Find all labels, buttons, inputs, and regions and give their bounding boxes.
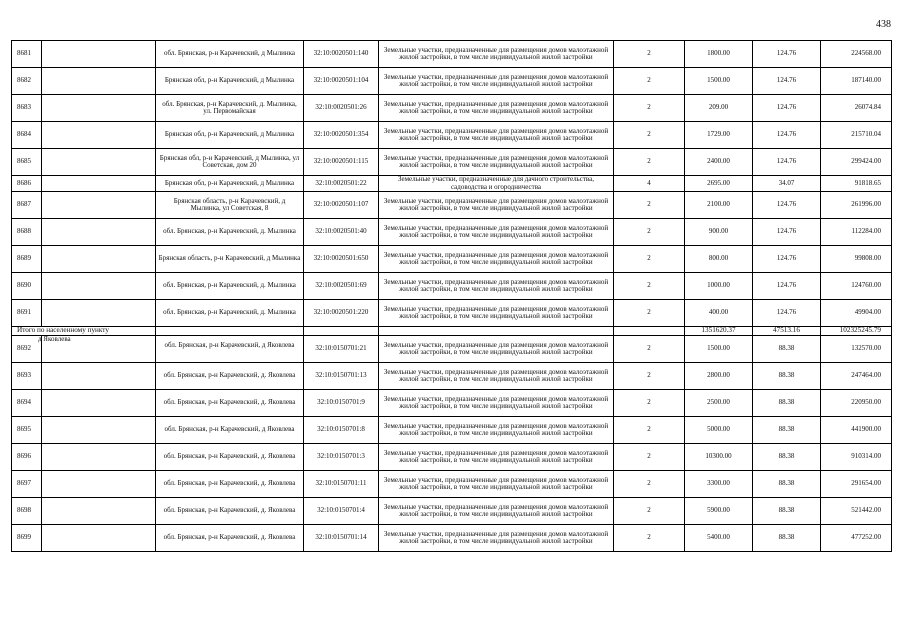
row-empty [42, 273, 156, 300]
row-rate: 124.76 [753, 246, 821, 273]
row-number: 8684 [12, 122, 42, 149]
row-area: 2695.00 [685, 176, 753, 192]
row-cadastral-value: 261996.00 [821, 192, 892, 219]
row-rate: 88.38 [753, 498, 821, 525]
row-category: 2 [614, 363, 685, 390]
row-number: 8694 [12, 390, 42, 417]
row-land-use: Земельные участки, предназначенные для дачного строительства, садоводства и огородничества [379, 176, 614, 192]
row-number: 8692 [12, 336, 42, 363]
row-rate: 124.76 [753, 95, 821, 122]
row-address-text: обл. Брянская, р-н Карачевский, д Яковлева [164, 341, 295, 349]
row-empty [42, 149, 156, 176]
row-category: 4 [614, 176, 685, 192]
row-cadastral-number: 32:10:0150701:14 [304, 525, 379, 552]
row-cadastral-number: 32:10:0020501:69 [304, 273, 379, 300]
row-number: 8697 [12, 471, 42, 498]
row-category: 2 [614, 219, 685, 246]
table-row [12, 95, 892, 122]
row-cadastral-value: 291654.00 [821, 471, 892, 498]
row-address: обл. Брянская, р-н Карачевский, д. Яковлева [156, 471, 304, 498]
row-cadastral-value: 49904.00 [821, 300, 892, 327]
row-number: 8686 [12, 176, 42, 192]
row-area: 900.00 [685, 219, 753, 246]
row-land-use: Земельные участки, предназначенные для размещения домов малоэтажной жилой застройки, в том числе индивидуальной жилой застройки [379, 300, 614, 327]
row-land-use: Земельные участки, предназначенные для размещения домов малоэтажной жилой застройки, в том числе индивидуальной жилой застройки [379, 471, 614, 498]
row-area: 1500.00 [685, 68, 753, 95]
row-area: 5000.00 [685, 417, 753, 444]
row-area: 1729.00 [685, 122, 753, 149]
table-row [12, 68, 892, 95]
row-address: Брянская обл, р-н Карачевский, д Мылинка [156, 122, 304, 149]
row-area: 2500.00 [685, 390, 753, 417]
row-rate: 124.76 [753, 68, 821, 95]
row-cadastral-number: 32:10:0020501:22 [304, 176, 379, 192]
row-cadastral-number: 32:10:0020501:650 [304, 246, 379, 273]
row-category: 2 [614, 192, 685, 219]
total-area: 1351620.37 [685, 327, 753, 336]
row-empty [42, 246, 156, 273]
table-row [12, 390, 892, 417]
row-cadastral-number: 32:10:0150701:13 [304, 363, 379, 390]
row-number: 8685 [12, 149, 42, 176]
row-number: 8693 [12, 363, 42, 390]
table-body-total [12, 327, 892, 336]
total-label: Итого по населенному пункту [12, 327, 156, 336]
row-category: 2 [614, 273, 685, 300]
table-row [12, 122, 892, 149]
row-number: 8698 [12, 498, 42, 525]
row-land-use: Земельные участки, предназначенные для размещения домов малоэтажной жилой застройки, в том числе индивидуальной жилой застройки [379, 68, 614, 95]
row-cadastral-value: 124760.00 [821, 273, 892, 300]
row-address: обл. Брянская, р-н Карачевский, д. Яковлева [156, 390, 304, 417]
row-category: 2 [614, 417, 685, 444]
row-category: 2 [614, 300, 685, 327]
row-category: 2 [614, 95, 685, 122]
table-body-mylinka [12, 41, 892, 327]
table-row [12, 219, 892, 246]
row-category: 2 [614, 471, 685, 498]
row-address: обл. Брянская, р-н Карачевский, д. Мылинка [156, 219, 304, 246]
row-land-use: Земельные участки, предназначенные для размещения домов малоэтажной жилой застройки, в том числе индивидуальной жилой застройки [379, 219, 614, 246]
row-area: 800.00 [685, 246, 753, 273]
row-land-use: Земельные участки, предназначенные для размещения домов малоэтажной жилой застройки, в том числе индивидуальной жилой застройки [379, 390, 614, 417]
row-empty [42, 41, 156, 68]
table-row [12, 498, 892, 525]
row-number: 8683 [12, 95, 42, 122]
row-rate: 124.76 [753, 149, 821, 176]
row-area: 400.00 [685, 300, 753, 327]
row-rate: 88.38 [753, 390, 821, 417]
row-number: 8695 [12, 417, 42, 444]
row-address: Брянская область, р-н Карачевский, д Мылинка, ул Советская, 8 [156, 192, 304, 219]
row-cadastral-value: 112284.00 [821, 219, 892, 246]
row-empty [42, 192, 156, 219]
table-row [12, 336, 892, 363]
row-empty [42, 471, 156, 498]
table-row [12, 246, 892, 273]
row-address: обл. Брянская, р-н Карачевский, д. Мылинка, ул. Первомайская [156, 95, 304, 122]
row-cadastral-number: 32:10:0020501:115 [304, 149, 379, 176]
row-land-use: Земельные участки, предназначенные для размещения домов малоэтажной жилой застройки, в том числе индивидуальной жилой застройки [379, 525, 614, 552]
locality-label: д Яковлева [38, 335, 71, 343]
row-address: обл. Брянская, р-н Карачевский, д. Яковлева [156, 444, 304, 471]
row-empty [42, 95, 156, 122]
table-row [12, 471, 892, 498]
row-rate: 88.38 [753, 444, 821, 471]
row-number: 8688 [12, 219, 42, 246]
row-rate: 88.38 [753, 471, 821, 498]
table-row [12, 417, 892, 444]
table-row [12, 176, 892, 192]
row-empty [42, 417, 156, 444]
row-cadastral-number: 32:10:0150701:8 [304, 417, 379, 444]
row-category: 2 [614, 68, 685, 95]
row-cadastral-number: 32:10:0150701:9 [304, 390, 379, 417]
row-cadastral-value: 247464.00 [821, 363, 892, 390]
row-category: 2 [614, 444, 685, 471]
row-area: 2800.00 [685, 363, 753, 390]
row-category: 2 [614, 41, 685, 68]
row-address: обл. Брянская, р-н Карачевский, д. Мылинка [156, 273, 304, 300]
row-rate: 124.76 [753, 192, 821, 219]
row-cadastral-value: 187140.00 [821, 68, 892, 95]
row-category: 2 [614, 246, 685, 273]
row-empty [42, 525, 156, 552]
row-cadastral-number: 32:10:0020501:104 [304, 68, 379, 95]
row-cadastral-number: 32:10:0150701:11 [304, 471, 379, 498]
table-row [12, 363, 892, 390]
row-category: 2 [614, 498, 685, 525]
row-rate: 88.38 [753, 363, 821, 390]
row-category: 2 [614, 390, 685, 417]
row-rate: 124.76 [753, 122, 821, 149]
row-cadastral-value: 99808.00 [821, 246, 892, 273]
row-cadastral-number: 32:10:0020501:40 [304, 219, 379, 246]
table-row [12, 525, 892, 552]
row-area: 5400.00 [685, 525, 753, 552]
row-land-use: Земельные участки, предназначенные для размещения домов малоэтажной жилой застройки, в том числе индивидуальной жилой застройки [379, 41, 614, 68]
row-empty [42, 219, 156, 246]
table-row [12, 300, 892, 327]
row-address: Брянская обл, р-н Карачевский, д Мылинка, ул Советская, дом 20 [156, 149, 304, 176]
row-land-use: Земельные участки, предназначенные для размещения домов малоэтажной жилой застройки, в том числе индивидуальной жилой застройки [379, 122, 614, 149]
table-row [12, 192, 892, 219]
total-rate: 47513.16 [753, 327, 821, 336]
row-category: 2 [614, 122, 685, 149]
row-rate: 88.38 [753, 336, 821, 363]
row-land-use: Земельные участки, предназначенные для размещения домов малоэтажной жилой застройки, в том числе индивидуальной жилой застройки [379, 273, 614, 300]
row-rate: 88.38 [753, 417, 821, 444]
row-cadastral-number: 32:10:0020501:140 [304, 41, 379, 68]
total-value: 102325245.79 [821, 327, 892, 336]
row-cadastral-value: 477252.00 [821, 525, 892, 552]
row-rate: 124.76 [753, 41, 821, 68]
row-area: 2100.00 [685, 192, 753, 219]
table-row [12, 41, 892, 68]
table-row [12, 149, 892, 176]
row-address: обл. Брянская, р-н Карачевский, д. Яковлева [156, 498, 304, 525]
row-land-use: Земельные участки, предназначенные для размещения домов малоэтажной жилой застройки, в том числе индивидуальной жилой застройки [379, 246, 614, 273]
row-number: 8681 [12, 41, 42, 68]
row-number: 8689 [12, 246, 42, 273]
row-cadastral-value: 441900.00 [821, 417, 892, 444]
row-address: обл. Брянская, р-н Карачевский, д. Яковлева [156, 363, 304, 390]
row-land-use: Земельные участки, предназначенные для размещения домов малоэтажной жилой застройки, в том числе индивидуальной жилой застройки [379, 417, 614, 444]
row-empty [42, 300, 156, 327]
row-cadastral-value: 521442.00 [821, 498, 892, 525]
row-empty [42, 363, 156, 390]
row-number: 8696 [12, 444, 42, 471]
row-cadastral-number: 32:10:0150701:21 [304, 336, 379, 363]
row-rate: 124.76 [753, 300, 821, 327]
row-area: 1800.00 [685, 41, 753, 68]
row-address: Брянская область, р-н Карачевский, д Мылинка [156, 246, 304, 273]
row-rate: 88.38 [753, 525, 821, 552]
row-empty [42, 444, 156, 471]
row-cadastral-value: 910314.00 [821, 444, 892, 471]
row-address: обл. Брянская, р-н Карачевский, д. Яковлева [156, 525, 304, 552]
row-area: 1000.00 [685, 273, 753, 300]
row-cadastral-number: 32:10:0020501:26 [304, 95, 379, 122]
row-area: 5900.00 [685, 498, 753, 525]
row-cadastral-number: 32:10:0150701:4 [304, 498, 379, 525]
row-number: 8682 [12, 68, 42, 95]
row-land-use: Земельные участки, предназначенные для размещения домов малоэтажной жилой застройки, в том числе индивидуальной жилой застройки [379, 444, 614, 471]
row-category: 2 [614, 336, 685, 363]
row-area: 1500.00 [685, 336, 753, 363]
row-number: 8690 [12, 273, 42, 300]
row-area: 209.00 [685, 95, 753, 122]
row-number: 8699 [12, 525, 42, 552]
row-land-use: Земельные участки, предназначенные для размещения домов малоэтажной жилой застройки, в том числе индивидуальной жилой застройки [379, 363, 614, 390]
row-cadastral-number: 32:10:0020501:354 [304, 122, 379, 149]
row-area: 10300.00 [685, 444, 753, 471]
row-empty [42, 390, 156, 417]
row-number: 8687 [12, 192, 42, 219]
row-land-use: Земельные участки, предназначенные для размещения домов малоэтажной жилой застройки, в том числе индивидуальной жилой застройки [379, 149, 614, 176]
total-row [12, 327, 892, 336]
row-empty [42, 122, 156, 149]
row-cadastral-value: 224568.00 [821, 41, 892, 68]
table-row [12, 444, 892, 471]
page-number: 438 [876, 19, 891, 30]
row-address: Брянская обл, р-н Карачевский, д Мылинка [156, 68, 304, 95]
table-body-yakovleva [12, 336, 892, 552]
row-empty [42, 68, 156, 95]
row-address: обл. Брянская, р-н Карачевский, д Мылинка [156, 41, 304, 68]
row-land-use: Земельные участки, предназначенные для размещения домов малоэтажной жилой застройки, в том числе индивидуальной жилой застройки [379, 336, 614, 363]
row-rate: 34.07 [753, 176, 821, 192]
row-cadastral-value: 91818.65 [821, 176, 892, 192]
row-address: обл. Брянская, р-н Карачевский, д. Мылинка [156, 300, 304, 327]
row-cadastral-value: 132570.00 [821, 336, 892, 363]
row-address: Брянская обл, р-н Карачевский, д Мылинка [156, 176, 304, 192]
row-category: 2 [614, 525, 685, 552]
row-area: 3300.00 [685, 471, 753, 498]
row-land-use: Земельные участки, предназначенные для размещения домов малоэтажной жилой застройки, в том числе индивидуальной жилой застройки [379, 95, 614, 122]
row-category: 2 [614, 149, 685, 176]
row-rate: 124.76 [753, 273, 821, 300]
row-number: 8691 [12, 300, 42, 327]
table-row [12, 273, 892, 300]
row-cadastral-number: 32:10:0150701:3 [304, 444, 379, 471]
row-cadastral-value: 220950.00 [821, 390, 892, 417]
row-empty [42, 176, 156, 192]
row-land-use: Земельные участки, предназначенные для размещения домов малоэтажной жилой застройки, в том числе индивидуальной жилой застройки [379, 498, 614, 525]
row-cadastral-number: 32:10:0020501:220 [304, 300, 379, 327]
row-cadastral-value: 215710.04 [821, 122, 892, 149]
row-cadastral-value: 26074.84 [821, 95, 892, 122]
row-empty [42, 498, 156, 525]
row-area: 2400.00 [685, 149, 753, 176]
row-address [38, 335, 304, 363]
land-cadastral-table [11, 40, 892, 552]
row-land-use: Земельные участки, предназначенные для размещения домов малоэтажной жилой застройки, в том числе индивидуальной жилой застройки [379, 192, 614, 219]
row-rate: 124.76 [753, 219, 821, 246]
row-cadastral-number: 32:10:0020501:107 [304, 192, 379, 219]
row-cadastral-value: 299424.00 [821, 149, 892, 176]
row-address: обл. Брянская, р-н Карачевский, д Яковлева [156, 417, 304, 444]
